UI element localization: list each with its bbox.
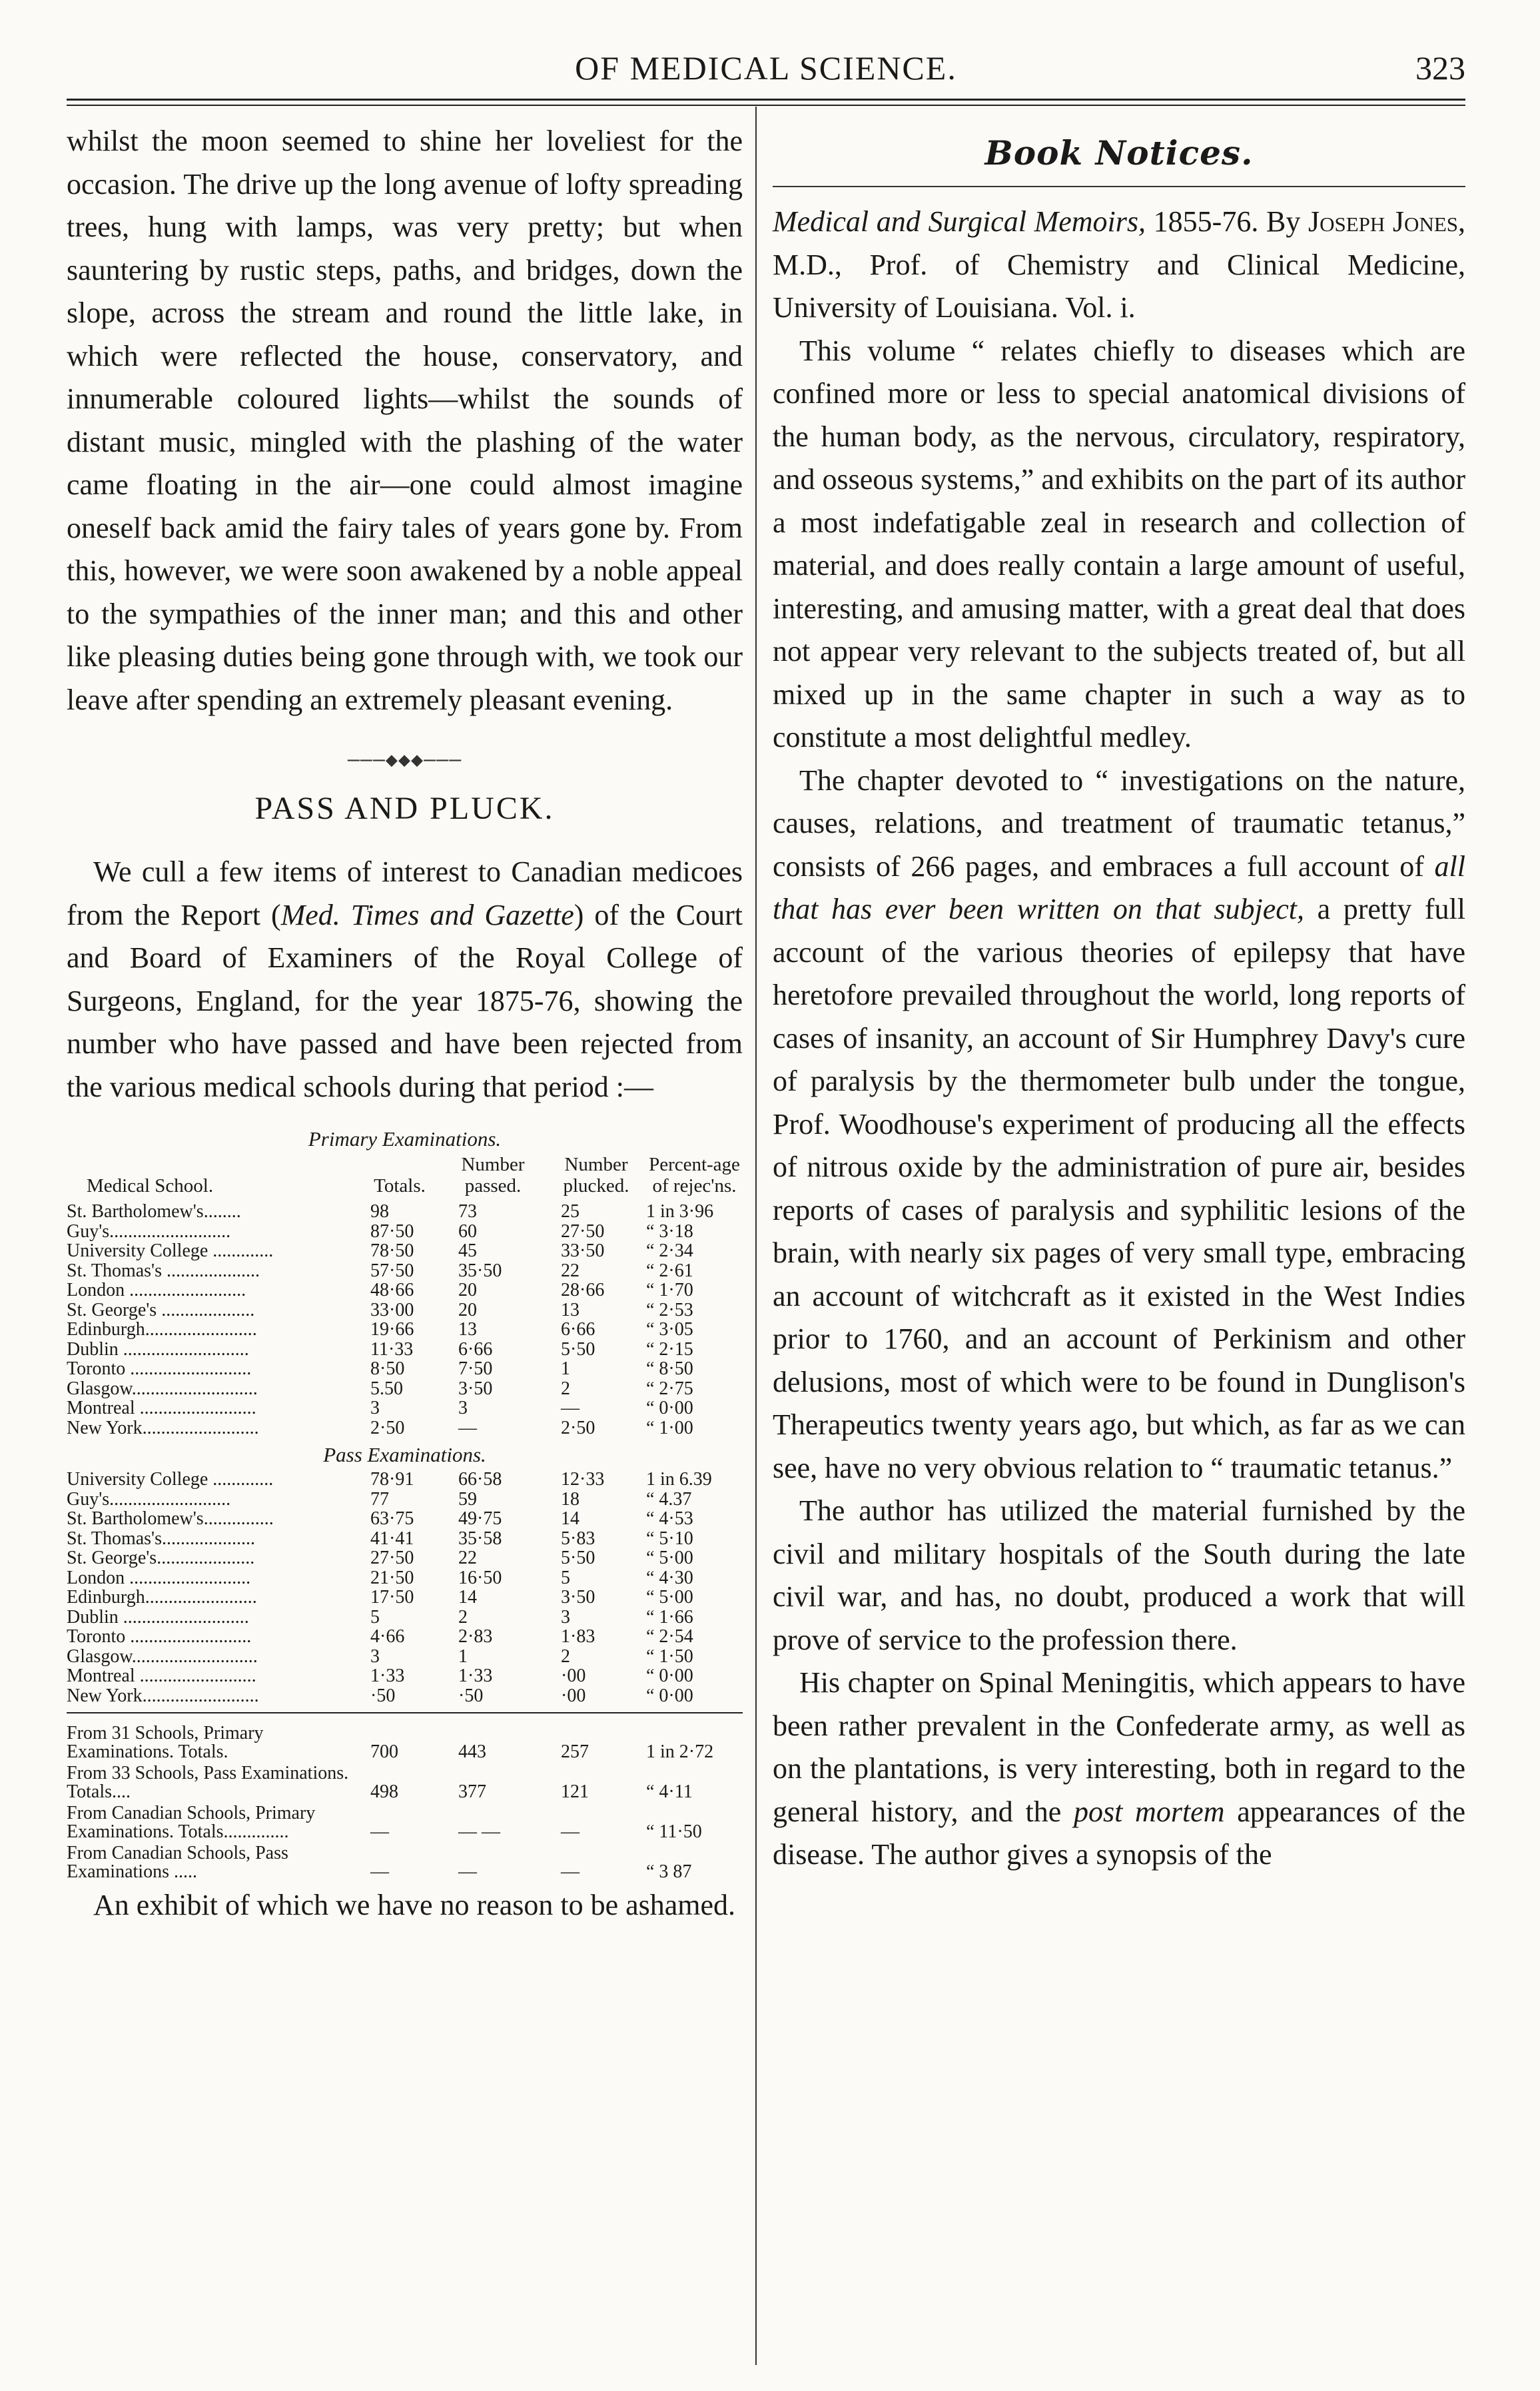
cell-totals: 21·50 xyxy=(370,1567,414,1588)
cell-school: Montreal ......................... xyxy=(67,1398,256,1418)
emphasis-phrase: all that has ever been written on that subject, xyxy=(773,849,1465,925)
cell-percent: “ 2·34 xyxy=(646,1240,693,1261)
cell-plucked: ·00 xyxy=(561,1685,586,1706)
cell-totals: 2·50 xyxy=(370,1417,405,1438)
table-header xyxy=(67,1154,743,1196)
cell-school: Guy's.......................... xyxy=(67,1221,231,1241)
header-plucked: Number plucked. xyxy=(563,1154,629,1196)
cell-plucked: — xyxy=(561,1398,579,1418)
cell-percent: “ 5·10 xyxy=(646,1528,693,1549)
cell-totals: 78·50 xyxy=(370,1240,414,1261)
cell-passed: 16·50 xyxy=(458,1567,502,1588)
cell-percent: “ 0·00 xyxy=(646,1666,693,1686)
cell-plucked: 2·50 xyxy=(561,1417,595,1438)
cell-school: London ......................... xyxy=(67,1280,246,1300)
cell-school: Edinburgh........................ xyxy=(67,1320,257,1340)
left-column xyxy=(67,120,743,1927)
cell-percent: “ 1·66 xyxy=(646,1606,693,1628)
table-row xyxy=(67,1418,743,1438)
cell-plucked: 25 xyxy=(561,1201,579,1222)
cell-percent: “ 4.37 xyxy=(646,1488,692,1510)
cell-passed: — — xyxy=(458,1821,500,1842)
cell-passed: 7·50 xyxy=(458,1358,493,1379)
pass-rows xyxy=(67,1470,743,1705)
cell-totals: 27·50 xyxy=(370,1548,414,1568)
cell-passed: 49·75 xyxy=(458,1508,502,1529)
cell-totals: 98 xyxy=(370,1201,389,1222)
review-paragraph-2: The chapter devoted to “ investigations on the nature, causes, relations, and treatment of traumatic tetanus,” consists of 266 pages, and embraces a full account of all that has ever been written on that subject, a pretty full account of the various theories of epilepsy that have heretofore prevailed throughout the world, long reports of cases of insanity, an account of Sir Humphrey Davy's cure of paralysis by the thermometer bulb under the tongue, Prof. Woodhouse's experiment of producing all the effects of nitrous oxide by the administration of pure air, besides reports of cases of paralysis and syphilitic lesions of the brain, with nearly six pages of very small type, embracing an account of witchcraft as it existed in the West Indies prior to 1760, and an account of Perkinism and other delusions, most of which were to be found in Dunglison's Therapeutics twenty years ago, but which, as far as we can see, have no very obvious relation to “ traumatic tetanus.” xyxy=(773,763,1465,1484)
cell-plucked: ·00 xyxy=(561,1666,586,1686)
cell-percent: “ 2·61 xyxy=(646,1260,693,1281)
continued-paragraph: whilst the moon seemed to shine her loveliest for the occasion. The drive up the long avenue of lofty spreading trees, hung with lamps, was very pretty; but when sauntering by rustic steps, paths, and bridges, down the slope, across the stream and round the little lake, in which were reflected the house, conservatory, and innumerable coloured lights—whilst the sounds of distant music, mingled with the plashing of the water came floating in the air—one could almost imagine oneself back amid the fairy tales of years gone by. From this, however, we were soon awakened by a noble appeal to the sympathies of the inner man; and this and other like pleasing duties being gone through with, we took our leave after spending an extremely pleasant evening. xyxy=(67,125,743,716)
cell-plucked: 5·83 xyxy=(561,1528,595,1549)
primary-rows xyxy=(67,1202,743,1438)
cell-plucked: 5 xyxy=(561,1567,570,1588)
cell-plucked: 5·50 xyxy=(561,1548,595,1568)
table-row xyxy=(67,1490,743,1510)
cell-passed: 377 xyxy=(458,1781,486,1802)
cell-percent: “ 11·50 xyxy=(646,1821,702,1842)
cell-plucked: — xyxy=(561,1821,579,1842)
table-row xyxy=(67,1398,743,1418)
table-row xyxy=(67,1241,743,1261)
cell-totals: 3 xyxy=(370,1398,380,1418)
table-row xyxy=(67,1686,743,1706)
cell-plucked: 1·83 xyxy=(561,1626,595,1647)
primary-caption: Primary Examinations. xyxy=(308,1127,502,1151)
cell-totals: — xyxy=(370,1861,389,1882)
cell-totals: ·50 xyxy=(370,1685,396,1706)
header-rule-inner xyxy=(67,105,1465,106)
cell-percent: “ 0·00 xyxy=(646,1685,693,1706)
cell-percent: 1 in 3·96 xyxy=(646,1201,714,1222)
cell-school: New York......................... xyxy=(67,1418,259,1438)
pass-caption: Pass Examinations. xyxy=(323,1443,486,1466)
cell-percent: “ 2·54 xyxy=(646,1626,693,1647)
cell-passed: 6·66 xyxy=(458,1338,493,1360)
review-paragraph-3: The author has utilized the material furnished by the civil and military hospitals of the South during the late civil war, and has, no doubt, produced a work that will prove of service to the profession there. xyxy=(773,1494,1465,1656)
cell-percent: “ 3 87 xyxy=(646,1861,692,1882)
cell-percent: “ 3·05 xyxy=(646,1319,693,1340)
cell-school: Toronto .......................... xyxy=(67,1627,252,1647)
cell-passed: 443 xyxy=(458,1741,486,1762)
cell-passed: 13 xyxy=(458,1319,477,1340)
cell-school: University College ............. xyxy=(67,1470,274,1490)
cell-school: From 31 Schools, Primary Examinations. Totals. xyxy=(67,1723,264,1762)
cell-school: St. Thomas's .................... xyxy=(67,1260,260,1280)
cell-plucked: 14 xyxy=(561,1508,579,1529)
book-citation: Medical and Surgical Memoirs, 1855-76. By Joseph Jones, M.D., Prof. of Chemistry and Clinical Medicine, University of Louisiana. Vol. i. xyxy=(773,205,1466,324)
cell-school: St. George's .................... xyxy=(67,1300,255,1320)
cell-plucked: 5·50 xyxy=(561,1338,595,1360)
cell-passed: 20 xyxy=(458,1299,477,1320)
cell-totals: 41·41 xyxy=(370,1528,414,1549)
cell-totals: 19·66 xyxy=(370,1319,414,1340)
cell-percent: “ 1·50 xyxy=(646,1646,693,1667)
book-author: Joseph Jones, M.D., xyxy=(773,205,1466,281)
cell-percent: “ 3·18 xyxy=(646,1220,693,1242)
cell-school: Toronto .......................... xyxy=(67,1359,252,1379)
cell-school: St. Thomas's.................... xyxy=(67,1528,255,1548)
cell-passed: 59 xyxy=(458,1488,477,1510)
cell-plucked: 2 xyxy=(561,1646,570,1667)
post-mortem-term: post mortem xyxy=(1073,1795,1225,1828)
cell-totals: 77 xyxy=(370,1488,389,1510)
cell-percent: “ 2·53 xyxy=(646,1299,693,1320)
cell-totals: 5.50 xyxy=(370,1378,403,1399)
cell-passed: — xyxy=(458,1417,477,1438)
cell-percent: “ 4·30 xyxy=(646,1567,693,1588)
cell-percent: “ 2·75 xyxy=(646,1378,693,1399)
table-row xyxy=(67,1568,743,1588)
cell-school: University College ............. xyxy=(67,1241,274,1261)
table-row xyxy=(67,1320,743,1340)
cell-passed: 3·50 xyxy=(458,1378,493,1399)
cell-plucked: 121 xyxy=(561,1781,589,1802)
cell-percent: 1 in 6.39 xyxy=(646,1469,712,1490)
notices-rule xyxy=(773,186,1465,187)
cell-school: Dublin ........................... xyxy=(67,1607,249,1627)
table-row xyxy=(67,1724,743,1761)
cell-plucked: 18 xyxy=(561,1488,579,1510)
summary-rows xyxy=(67,1724,743,1881)
cell-school: St. George's..................... xyxy=(67,1548,255,1568)
cell-totals: 17·50 xyxy=(370,1587,414,1608)
cell-totals: 700 xyxy=(370,1741,398,1762)
cell-passed: 1 xyxy=(458,1646,468,1667)
cell-school: From 33 Schools, Pass Examinations. Totals.... xyxy=(67,1763,349,1802)
cell-plucked: 27·50 xyxy=(561,1220,605,1242)
cell-percent: “ 4·53 xyxy=(646,1508,693,1529)
table-row xyxy=(67,1529,743,1549)
cell-totals: 87·50 xyxy=(370,1220,414,1242)
header-percent: Percent-age of rejec'ns. xyxy=(649,1154,740,1196)
cell-totals: 3 xyxy=(370,1646,380,1667)
cell-school: Glasgow........................... xyxy=(67,1646,258,1666)
cell-passed: 45 xyxy=(458,1240,477,1261)
cell-percent: 1 in 2·72 xyxy=(646,1741,714,1762)
cell-passed: 60 xyxy=(458,1220,477,1242)
table-row xyxy=(67,1202,743,1222)
cell-passed: 1·33 xyxy=(458,1666,493,1686)
cell-totals: 1·33 xyxy=(370,1666,405,1686)
cell-plucked: 1 xyxy=(561,1358,570,1379)
cell-totals: — xyxy=(370,1821,389,1842)
table-row xyxy=(67,1359,743,1379)
table-row xyxy=(67,1647,743,1667)
cell-school: Montreal ......................... xyxy=(67,1666,256,1686)
cell-school: St. Bartholomew's........ xyxy=(67,1202,241,1222)
intro-paragraph: We cull a few items of interest to Canadian medicoes from the Report (Med. Times and Gazette) of the Court and Board of Examiners of the Royal College of Surgeons, England, for the year 1875-76, showing the number who have passed and have been rejected from the various medical schools during that period :— xyxy=(67,855,743,1103)
header-passed: Number passed. xyxy=(461,1154,525,1196)
cell-plucked: 3 xyxy=(561,1606,570,1628)
table-row xyxy=(67,1261,743,1281)
cell-percent: “ 0·00 xyxy=(646,1398,693,1418)
review-paragraph-4: His chapter on Spinal Meningitis, which appears to have been rather prevalent in the Confederate army, as well as on the plantations, is very interesting, both in regard to the general history, and the post mortem appearances of the disease. The author gives a synopsis of the xyxy=(773,1666,1465,1871)
table-rule xyxy=(67,1712,743,1713)
cell-passed: 73 xyxy=(458,1201,477,1222)
header-rule xyxy=(67,99,1465,101)
cell-plucked: — xyxy=(561,1861,579,1882)
cell-totals: 11·33 xyxy=(370,1338,414,1360)
cell-passed: 35·58 xyxy=(458,1528,502,1549)
cell-totals: 8·50 xyxy=(370,1358,405,1379)
cell-totals: 48·66 xyxy=(370,1280,414,1300)
cell-school: From Canadian Schools, Pass Examinations ..... xyxy=(67,1843,288,1882)
closing-paragraph: An exhibit of which we have no reason to be ashamed. xyxy=(93,1889,736,1921)
cell-school: Glasgow........................... xyxy=(67,1378,258,1398)
page-number: 323 xyxy=(1415,49,1465,87)
header-school: Medical School. xyxy=(87,1175,214,1196)
cell-school: Guy's.......................... xyxy=(67,1489,231,1509)
cell-percent: “ 2·15 xyxy=(646,1338,693,1360)
table-row xyxy=(67,1666,743,1686)
cell-plucked: 3·50 xyxy=(561,1587,595,1608)
table-row xyxy=(67,1280,743,1300)
cell-totals: 5 xyxy=(370,1606,380,1628)
cell-plucked: 22 xyxy=(561,1260,579,1281)
cell-passed: 2·83 xyxy=(458,1626,493,1647)
cell-totals: 498 xyxy=(370,1781,398,1802)
cell-plucked: 33·50 xyxy=(561,1240,605,1261)
header-totals: Totals. xyxy=(374,1175,426,1196)
cell-totals: 33·00 xyxy=(370,1299,414,1320)
cell-school: Dublin ........................... xyxy=(67,1339,249,1359)
book-notices-heading: Book Notices. xyxy=(984,133,1254,173)
table-row xyxy=(67,1470,743,1490)
table-row xyxy=(67,1588,743,1608)
cell-passed: — xyxy=(458,1861,477,1882)
cell-percent: “ 5·00 xyxy=(646,1587,693,1608)
cell-school: New York......................... xyxy=(67,1685,259,1705)
cell-plucked: 13 xyxy=(561,1299,579,1320)
cell-passed: 2 xyxy=(458,1606,468,1628)
running-title: OF MEDICAL SCIENCE. xyxy=(575,49,957,87)
cell-plucked: 6·66 xyxy=(561,1319,595,1340)
cell-percent: “ 5·00 xyxy=(646,1548,693,1568)
cell-plucked: 2 xyxy=(561,1378,570,1399)
cell-school: From Canadian Schools, Primary Examinations. Totals.............. xyxy=(67,1803,316,1842)
table-row xyxy=(67,1804,743,1841)
book-title: Medical and Surgical Memoirs, xyxy=(773,205,1146,238)
results-table xyxy=(67,1127,743,1881)
section-ornament: ———◆◆◆——— xyxy=(347,748,462,771)
cell-totals: 63·75 xyxy=(370,1508,414,1529)
table-row xyxy=(67,1300,743,1320)
cell-passed: 35·50 xyxy=(458,1260,502,1281)
cell-percent: “ 1·00 xyxy=(646,1417,693,1438)
section-title: PASS AND PLUCK. xyxy=(254,791,555,826)
cell-percent: “ 4·11 xyxy=(646,1781,693,1802)
cell-plucked: 28·66 xyxy=(561,1280,605,1300)
cell-passed: 20 xyxy=(458,1280,477,1300)
table-row xyxy=(67,1222,743,1242)
journal-title: Med. Times and Gazette xyxy=(280,898,574,931)
cell-plucked: 257 xyxy=(561,1741,589,1762)
cell-passed: 3 xyxy=(458,1398,468,1418)
table-row xyxy=(67,1509,743,1529)
cell-totals: 4·66 xyxy=(370,1626,405,1647)
table-row xyxy=(67,1548,743,1568)
table-row xyxy=(67,1844,743,1881)
column-divider xyxy=(755,107,757,2365)
cell-passed: 14 xyxy=(458,1587,477,1608)
cell-school: St. Bartholomew's............... xyxy=(67,1509,274,1529)
table-row xyxy=(67,1340,743,1360)
cell-percent: “ 8·50 xyxy=(646,1358,693,1379)
table-row xyxy=(67,1764,743,1801)
table-row xyxy=(67,1379,743,1399)
review-paragraph-1: This volume “ relates chiefly to diseases which are confined more or less to special anatomical divisions of the human body, as the nervous, circulatory, respiratory, and osseous systems,” and exhibits on the part of its author a most indefatigable zeal in research and collection of material, and does really contain a large amount of useful, interesting, and amusing matter, with a great deal that does not appear very relevant to the subjects treated of, but all mixed up in the same chapter in such a way as to constitute a most delightful medley. xyxy=(773,334,1465,753)
table-row xyxy=(67,1608,743,1628)
cell-totals: 57·50 xyxy=(370,1260,414,1281)
cell-passed: ·50 xyxy=(458,1685,484,1706)
cell-percent: “ 1·70 xyxy=(646,1280,693,1300)
cell-school: London .......................... xyxy=(67,1568,251,1588)
cell-plucked: 12·33 xyxy=(561,1469,605,1490)
cell-school: Edinburgh........................ xyxy=(67,1588,257,1608)
table-row xyxy=(67,1627,743,1647)
running-header xyxy=(67,37,1465,90)
cell-passed: 22 xyxy=(458,1548,477,1568)
right-column xyxy=(773,120,1465,1877)
cell-passed: 66·58 xyxy=(458,1469,502,1490)
cell-totals: 78·91 xyxy=(370,1469,414,1490)
